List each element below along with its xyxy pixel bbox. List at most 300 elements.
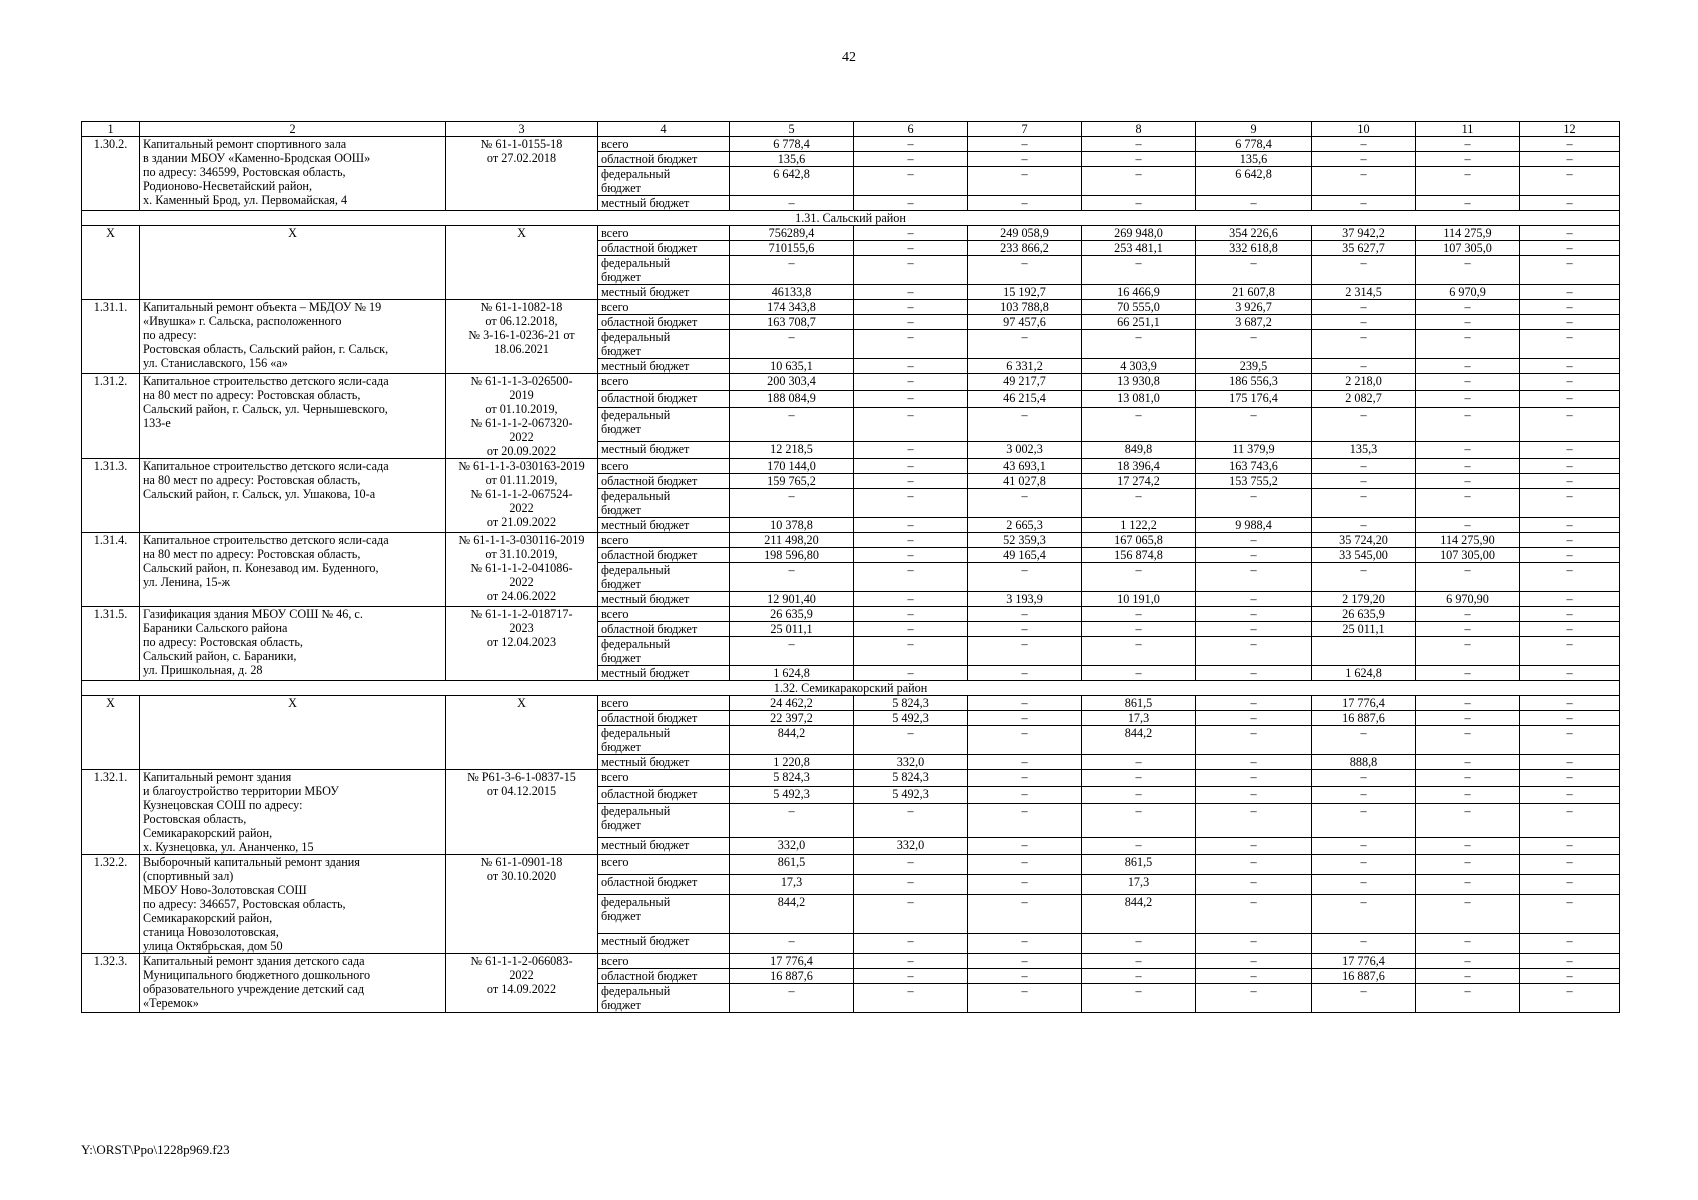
value-cell-col-9: 21 607,8	[1196, 285, 1312, 300]
item-document: № 61-1-0155-18 от 27.02.2018	[446, 137, 598, 211]
value-cell-col-12: –	[1520, 770, 1620, 787]
budget-table-container	[81, 121, 1619, 1013]
value-cell-col-5: 5 492,3	[730, 787, 854, 804]
value-cell-col-11: –	[1416, 256, 1520, 285]
value-cell-col-10: –	[1312, 330, 1416, 359]
value-cell-col-9: –	[1196, 804, 1312, 837]
value-cell-col-9: –	[1196, 770, 1312, 787]
value-cell-col-6: –	[854, 518, 968, 533]
value-cell-col-7: 97 457,6	[968, 315, 1082, 330]
value-cell-col-5: 17,3	[730, 875, 854, 895]
value-cell-col-12: –	[1520, 241, 1620, 256]
table-row	[82, 300, 1620, 315]
value-cell-col-7: –	[968, 787, 1082, 804]
value-cell-col-10: 2 179,20	[1312, 592, 1416, 607]
value-cell-col-6: –	[854, 592, 968, 607]
value-cell-col-5: –	[730, 256, 854, 285]
table-row	[82, 770, 1620, 787]
value-cell-col-8: –	[1082, 563, 1196, 592]
value-cell-col-6: –	[854, 954, 968, 969]
value-cell-col-7: –	[968, 607, 1082, 622]
value-cell-col-9: –	[1196, 666, 1312, 681]
table-row	[82, 226, 1620, 241]
value-cell-col-7: –	[968, 696, 1082, 711]
value-cell-col-9: –	[1196, 196, 1312, 211]
table-row	[82, 374, 1620, 391]
table-row	[82, 954, 1620, 969]
value-cell-col-5: 861,5	[730, 855, 854, 875]
budget-label-federal: федеральный бюджет	[598, 330, 730, 359]
budget-label-federal: федеральный бюджет	[598, 895, 730, 934]
value-cell-col-6: –	[854, 359, 968, 374]
item-name: Капитальный ремонт объекта – МБДОУ № 19 «Ивушка» г. Сальска, расположенного по адресу: Ростовская область, Сальский район, г. Сальск, ул. Станиславского, 156 «а»	[140, 300, 446, 374]
value-cell-col-10: 16 887,6	[1312, 711, 1416, 726]
value-cell-col-5: 159 765,2	[730, 474, 854, 489]
value-cell-col-10: –	[1312, 518, 1416, 533]
item-document: № Р61-3-6-1-0837-15 от 04.12.2015	[446, 770, 598, 855]
value-cell-col-8: 167 065,8	[1082, 533, 1196, 548]
value-cell-col-11: –	[1416, 137, 1520, 152]
value-cell-col-8: 849,8	[1082, 441, 1196, 458]
value-cell-col-6: –	[854, 391, 968, 408]
budget-label-local: местный бюджет	[598, 666, 730, 681]
value-cell-col-7: 41 027,8	[968, 474, 1082, 489]
value-cell-col-5: 46133,8	[730, 285, 854, 300]
value-cell-col-6: –	[854, 152, 968, 167]
value-cell-col-10: 16 887,6	[1312, 969, 1416, 984]
budget-label-regional: областной бюджет	[598, 875, 730, 895]
value-cell-col-8: 17,3	[1082, 711, 1196, 726]
value-cell-col-12: –	[1520, 285, 1620, 300]
value-cell-col-11: –	[1416, 300, 1520, 315]
value-cell-col-5: –	[730, 637, 854, 666]
value-cell-col-5: 10 635,1	[730, 359, 854, 374]
budget-table	[81, 121, 1620, 1013]
value-cell-col-12: –	[1520, 391, 1620, 408]
value-cell-col-9: –	[1196, 696, 1312, 711]
value-cell-col-10: 1 624,8	[1312, 666, 1416, 681]
value-cell-col-11: –	[1416, 152, 1520, 167]
item-document: № 61-1-1-3-030163-2019 от 01.11.2019, № 61-1-1-2-067524- 2022 от 21.09.2022	[446, 459, 598, 533]
budget-label-local: местный бюджет	[598, 755, 730, 770]
value-cell-col-5: –	[730, 984, 854, 1013]
value-cell-col-7: –	[968, 895, 1082, 934]
value-cell-col-10: 25 011,1	[1312, 622, 1416, 637]
footer-file-path: Y:\ORST\Ppo\1228p969.f23	[81, 1142, 230, 1157]
value-cell-col-12: –	[1520, 152, 1620, 167]
item-number: 1.30.2.	[82, 137, 140, 211]
value-cell-col-5: 1 624,8	[730, 666, 854, 681]
value-cell-col-10: –	[1312, 770, 1416, 787]
value-cell-col-5: 25 011,1	[730, 622, 854, 637]
value-cell-col-6: –	[854, 300, 968, 315]
value-cell-col-9: 163 743,6	[1196, 459, 1312, 474]
value-cell-col-12: –	[1520, 607, 1620, 622]
value-cell-col-5: 844,2	[730, 895, 854, 934]
value-cell-col-5: 710155,6	[730, 241, 854, 256]
value-cell-col-7: 2 665,3	[968, 518, 1082, 533]
value-cell-col-6: –	[854, 875, 968, 895]
value-cell-col-5: 170 144,0	[730, 459, 854, 474]
value-cell-col-6: –	[854, 895, 968, 934]
value-cell-col-10	[1312, 637, 1416, 666]
value-cell-col-6: –	[854, 933, 968, 953]
value-cell-col-7: 3 193,9	[968, 592, 1082, 607]
value-cell-col-7: –	[968, 804, 1082, 837]
value-cell-col-7: –	[968, 152, 1082, 167]
value-cell-col-9: 239,5	[1196, 359, 1312, 374]
value-cell-col-6: 5 824,3	[854, 696, 968, 711]
value-cell-col-11: –	[1416, 441, 1520, 458]
value-cell-col-7: 233 866,2	[968, 241, 1082, 256]
value-cell-col-10: 17 776,4	[1312, 696, 1416, 711]
page-number: 42	[842, 50, 856, 65]
value-cell-col-6: –	[854, 548, 968, 563]
value-cell-col-12: –	[1520, 374, 1620, 391]
value-cell-col-7: –	[968, 755, 1082, 770]
value-cell-col-6: 332,0	[854, 755, 968, 770]
value-cell-col-5: 174 343,8	[730, 300, 854, 315]
value-cell-col-8: 16 466,9	[1082, 285, 1196, 300]
budget-label-local: местный бюджет	[598, 933, 730, 953]
item-document: Х	[446, 696, 598, 770]
item-name: Капитальный ремонт здания и благоустройство территории МБОУ Кузнецовская СОШ по адресу: Ростовская область, Семикаракорский район, х. Кузнецовка, ул. Ананченко, 15	[140, 770, 446, 855]
value-cell-col-10: –	[1312, 300, 1416, 315]
budget-label-local: местный бюджет	[598, 518, 730, 533]
value-cell-col-9: 6 642,8	[1196, 167, 1312, 196]
value-cell-col-9: –	[1196, 637, 1312, 666]
value-cell-col-5: 163 708,7	[730, 315, 854, 330]
budget-label-total: всего	[598, 300, 730, 315]
value-cell-col-5: 188 084,9	[730, 391, 854, 408]
value-cell-col-12: –	[1520, 666, 1620, 681]
value-cell-col-5: –	[730, 330, 854, 359]
budget-label-local: местный бюджет	[598, 837, 730, 854]
value-cell-col-10: 2 314,5	[1312, 285, 1416, 300]
value-cell-col-5: 24 462,2	[730, 696, 854, 711]
value-cell-col-9: –	[1196, 933, 1312, 953]
value-cell-col-10: –	[1312, 359, 1416, 374]
value-cell-col-11: 107 305,0	[1416, 241, 1520, 256]
value-cell-col-5: 12 901,40	[730, 592, 854, 607]
value-cell-col-12: –	[1520, 787, 1620, 804]
value-cell-col-12: –	[1520, 933, 1620, 953]
budget-label-regional: областной бюджет	[598, 474, 730, 489]
value-cell-col-11: –	[1416, 855, 1520, 875]
value-cell-col-11: –	[1416, 837, 1520, 854]
budget-label-local: местный бюджет	[598, 285, 730, 300]
value-cell-col-10: 37 942,2	[1312, 226, 1416, 241]
value-cell-col-5: –	[730, 196, 854, 211]
value-cell-col-12: –	[1520, 875, 1620, 895]
value-cell-col-11: –	[1416, 330, 1520, 359]
value-cell-col-7: –	[968, 196, 1082, 211]
section-header-row	[82, 211, 1620, 226]
column-number-10: 10	[1312, 122, 1416, 137]
budget-label-local: местный бюджет	[598, 359, 730, 374]
value-cell-col-6: –	[854, 137, 968, 152]
value-cell-col-8: –	[1082, 137, 1196, 152]
value-cell-col-8: 844,2	[1082, 895, 1196, 934]
value-cell-col-5: 6 642,8	[730, 167, 854, 196]
value-cell-col-7: –	[968, 984, 1082, 1013]
column-number-1: 1	[82, 122, 140, 137]
value-cell-col-5: 844,2	[730, 726, 854, 755]
budget-label-federal: федеральный бюджет	[598, 489, 730, 518]
value-cell-col-10: 35 724,20	[1312, 533, 1416, 548]
value-cell-col-6: –	[854, 489, 968, 518]
value-cell-col-6: –	[854, 969, 968, 984]
value-cell-col-7: –	[968, 875, 1082, 895]
value-cell-col-12: –	[1520, 855, 1620, 875]
value-cell-col-9: 6 778,4	[1196, 137, 1312, 152]
item-name: Выборочный капитальный ремонт здания (спортивный зал) МБОУ Ново-Золотовская СОШ по адресу: 346657, Ростовская область, Семикаракорский район, станица Новозолотовская, улица Октябрьская, дом 50	[140, 855, 446, 954]
value-cell-col-6: 332,0	[854, 837, 968, 854]
value-cell-col-11: –	[1416, 726, 1520, 755]
value-cell-col-6: –	[854, 563, 968, 592]
value-cell-col-11: –	[1416, 315, 1520, 330]
value-cell-col-7: 6 331,2	[968, 359, 1082, 374]
value-cell-col-9: –	[1196, 489, 1312, 518]
budget-label-federal: федеральный бюджет	[598, 804, 730, 837]
value-cell-col-12: –	[1520, 167, 1620, 196]
value-cell-col-6: –	[854, 804, 968, 837]
item-number: 1.31.4.	[82, 533, 140, 607]
value-cell-col-8: –	[1082, 196, 1196, 211]
value-cell-col-6: –	[854, 459, 968, 474]
value-cell-col-8: 10 191,0	[1082, 592, 1196, 607]
value-cell-col-12: –	[1520, 592, 1620, 607]
value-cell-col-7: 43 693,1	[968, 459, 1082, 474]
budget-label-regional: областной бюджет	[598, 315, 730, 330]
value-cell-col-8: 269 948,0	[1082, 226, 1196, 241]
value-cell-col-9: –	[1196, 954, 1312, 969]
budget-label-federal: федеральный бюджет	[598, 408, 730, 441]
value-cell-col-5: –	[730, 489, 854, 518]
value-cell-col-9: –	[1196, 837, 1312, 854]
section-header-row	[82, 681, 1620, 696]
value-cell-col-6: –	[854, 374, 968, 391]
value-cell-col-12: –	[1520, 548, 1620, 563]
value-cell-col-10: 17 776,4	[1312, 954, 1416, 969]
value-cell-col-12: –	[1520, 696, 1620, 711]
value-cell-col-7: –	[968, 837, 1082, 854]
value-cell-col-9: –	[1196, 256, 1312, 285]
value-cell-col-8: 861,5	[1082, 855, 1196, 875]
budget-label-total: всего	[598, 770, 730, 787]
value-cell-col-12: –	[1520, 969, 1620, 984]
value-cell-col-8: 861,5	[1082, 696, 1196, 711]
value-cell-col-7: –	[968, 855, 1082, 875]
budget-label-total: всего	[598, 855, 730, 875]
value-cell-col-11: –	[1416, 391, 1520, 408]
value-cell-col-5: 10 378,8	[730, 518, 854, 533]
value-cell-col-11: –	[1416, 459, 1520, 474]
value-cell-col-12: –	[1520, 755, 1620, 770]
table-row	[82, 607, 1620, 622]
value-cell-col-9: –	[1196, 408, 1312, 441]
budget-label-regional: областной бюджет	[598, 391, 730, 408]
budget-label-total: всего	[598, 533, 730, 548]
value-cell-col-6: –	[854, 256, 968, 285]
value-cell-col-8: –	[1082, 637, 1196, 666]
value-cell-col-9: 332 618,8	[1196, 241, 1312, 256]
value-cell-col-10: 33 545,00	[1312, 548, 1416, 563]
value-cell-col-11: –	[1416, 875, 1520, 895]
value-cell-col-5: 22 397,2	[730, 711, 854, 726]
column-number-3: 3	[446, 122, 598, 137]
value-cell-col-6: –	[854, 167, 968, 196]
value-cell-col-6: –	[854, 984, 968, 1013]
value-cell-col-7: –	[968, 954, 1082, 969]
column-number-12: 12	[1520, 122, 1620, 137]
value-cell-col-7: –	[968, 563, 1082, 592]
value-cell-col-9: –	[1196, 711, 1312, 726]
value-cell-col-7: –	[968, 969, 1082, 984]
value-cell-col-11: –	[1416, 607, 1520, 622]
value-cell-col-9: –	[1196, 984, 1312, 1013]
value-cell-col-9: 153 755,2	[1196, 474, 1312, 489]
budget-label-federal: федеральный бюджет	[598, 984, 730, 1013]
value-cell-col-7: –	[968, 167, 1082, 196]
budget-label-local: местный бюджет	[598, 441, 730, 458]
value-cell-col-6: 5 492,3	[854, 711, 968, 726]
value-cell-col-10: –	[1312, 837, 1416, 854]
budget-label-total: всего	[598, 954, 730, 969]
value-cell-col-7: –	[968, 933, 1082, 953]
value-cell-col-12: –	[1520, 518, 1620, 533]
budget-label-federal: федеральный бюджет	[598, 637, 730, 666]
value-cell-col-9: –	[1196, 592, 1312, 607]
value-cell-col-5: 211 498,20	[730, 533, 854, 548]
value-cell-col-11: 114 275,9	[1416, 226, 1520, 241]
column-number-row	[82, 122, 1620, 137]
value-cell-col-11: –	[1416, 196, 1520, 211]
value-cell-col-11: –	[1416, 622, 1520, 637]
value-cell-col-6: 5 492,3	[854, 787, 968, 804]
value-cell-col-12: –	[1520, 137, 1620, 152]
value-cell-col-6: 5 824,3	[854, 770, 968, 787]
value-cell-col-7: –	[968, 666, 1082, 681]
value-cell-col-11: –	[1416, 787, 1520, 804]
value-cell-col-11: –	[1416, 696, 1520, 711]
value-cell-col-6: –	[854, 330, 968, 359]
value-cell-col-8: 253 481,1	[1082, 241, 1196, 256]
value-cell-col-12: –	[1520, 984, 1620, 1013]
value-cell-col-6: –	[854, 196, 968, 211]
value-cell-col-12: –	[1520, 637, 1620, 666]
table-row	[82, 137, 1620, 152]
value-cell-col-10: –	[1312, 875, 1416, 895]
value-cell-col-7: 15 192,7	[968, 285, 1082, 300]
value-cell-col-10: –	[1312, 787, 1416, 804]
value-cell-col-8: 844,2	[1082, 726, 1196, 755]
value-cell-col-11: –	[1416, 969, 1520, 984]
value-cell-col-8: 4 303,9	[1082, 359, 1196, 374]
value-cell-col-7: –	[968, 711, 1082, 726]
value-cell-col-11: –	[1416, 770, 1520, 787]
item-number: Х	[82, 226, 140, 300]
value-cell-col-7: –	[968, 622, 1082, 637]
value-cell-col-6: –	[854, 441, 968, 458]
value-cell-col-7: –	[968, 770, 1082, 787]
budget-label-federal: федеральный бюджет	[598, 726, 730, 755]
table-row	[82, 459, 1620, 474]
value-cell-col-12: –	[1520, 895, 1620, 934]
value-cell-col-8: 156 874,8	[1082, 548, 1196, 563]
value-cell-col-11: –	[1416, 374, 1520, 391]
item-number: 1.31.5.	[82, 607, 140, 681]
budget-label-local: местный бюджет	[598, 196, 730, 211]
value-cell-col-12: –	[1520, 954, 1620, 969]
value-cell-col-10: –	[1312, 315, 1416, 330]
column-number-6: 6	[854, 122, 968, 137]
budget-label-federal: федеральный бюджет	[598, 167, 730, 196]
budget-label-total: всего	[598, 607, 730, 622]
column-number-2: 2	[140, 122, 446, 137]
value-cell-col-10: –	[1312, 459, 1416, 474]
value-cell-col-9: –	[1196, 607, 1312, 622]
item-name: Капитальный ремонт здания детского сада Муниципального бюджетного дошкольного образовательного учреждение детский сад «Теремок»	[140, 954, 446, 1013]
value-cell-col-7: 52 359,3	[968, 533, 1082, 548]
value-cell-col-10: 26 635,9	[1312, 607, 1416, 622]
value-cell-col-6: –	[854, 533, 968, 548]
item-document: № 61-1-1-2-018717- 2023 от 12.04.2023	[446, 607, 598, 681]
value-cell-col-5: 17 776,4	[730, 954, 854, 969]
value-cell-col-12: –	[1520, 196, 1620, 211]
value-cell-col-10: –	[1312, 984, 1416, 1013]
item-name: Газификация здания МБОУ СОШ № 46, с. Бараники Сальского района по адресу: Ростовская область, Сальский район, с. Бараники, ул. Пришкольная, д. 28	[140, 607, 446, 681]
item-number: 1.32.2.	[82, 855, 140, 954]
budget-label-regional: областной бюджет	[598, 969, 730, 984]
budget-label-total: всего	[598, 137, 730, 152]
value-cell-col-10: 2 082,7	[1312, 391, 1416, 408]
value-cell-col-7: 46 215,4	[968, 391, 1082, 408]
item-number: 1.31.3.	[82, 459, 140, 533]
value-cell-col-8: –	[1082, 622, 1196, 637]
value-cell-col-8: –	[1082, 256, 1196, 285]
value-cell-col-9: 3 926,7	[1196, 300, 1312, 315]
value-cell-col-5: 756289,4	[730, 226, 854, 241]
value-cell-col-9: –	[1196, 969, 1312, 984]
value-cell-col-9: –	[1196, 875, 1312, 895]
value-cell-col-9: 11 379,9	[1196, 441, 1312, 458]
value-cell-col-8: 13 081,0	[1082, 391, 1196, 408]
value-cell-col-8: –	[1082, 984, 1196, 1013]
value-cell-col-5: 16 887,6	[730, 969, 854, 984]
value-cell-col-11: –	[1416, 954, 1520, 969]
value-cell-col-6: –	[854, 474, 968, 489]
value-cell-col-9: –	[1196, 622, 1312, 637]
value-cell-col-7: –	[968, 137, 1082, 152]
value-cell-col-12: –	[1520, 315, 1620, 330]
value-cell-col-11: –	[1416, 711, 1520, 726]
value-cell-col-12: –	[1520, 359, 1620, 374]
value-cell-col-7: –	[968, 330, 1082, 359]
value-cell-col-8: –	[1082, 167, 1196, 196]
value-cell-col-11: –	[1416, 167, 1520, 196]
item-number: Х	[82, 696, 140, 770]
value-cell-col-8: –	[1082, 755, 1196, 770]
value-cell-col-9: 135,6	[1196, 152, 1312, 167]
value-cell-col-12: –	[1520, 837, 1620, 854]
value-cell-col-7: 3 002,3	[968, 441, 1082, 458]
value-cell-col-8: –	[1082, 787, 1196, 804]
value-cell-col-9: –	[1196, 855, 1312, 875]
value-cell-col-8: –	[1082, 933, 1196, 953]
value-cell-col-9: –	[1196, 787, 1312, 804]
value-cell-col-10: 135,3	[1312, 441, 1416, 458]
